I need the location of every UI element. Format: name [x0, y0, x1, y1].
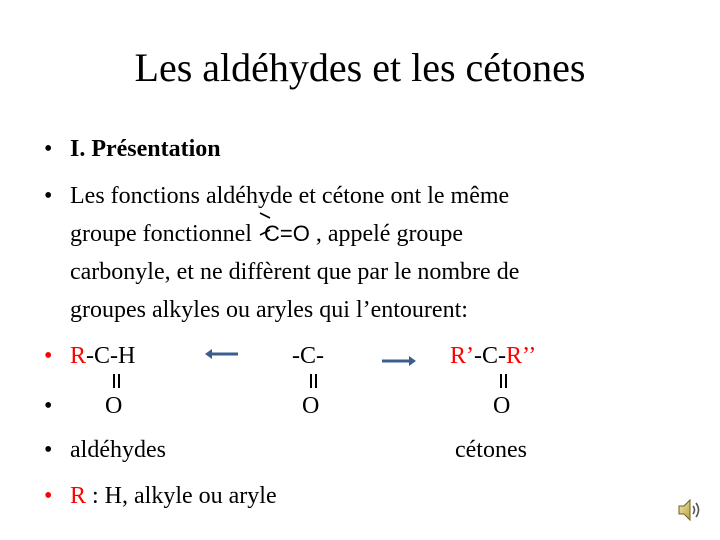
r-symbol: R	[70, 483, 87, 509]
double-bond-mid-b	[315, 374, 317, 388]
aldehyde-formula	[70, 340, 135, 372]
arrow-right-icon	[382, 354, 416, 368]
bullet: •	[44, 343, 53, 369]
oxygen-ketone: O	[493, 393, 511, 419]
slide-title: Les aldéhydes et les cétones	[134, 45, 586, 90]
aldehyde-rest: -C-H	[86, 343, 136, 369]
bullet: •	[44, 136, 53, 162]
double-bond-right-b	[505, 374, 507, 388]
bullet: •	[44, 393, 53, 419]
r-definition	[70, 480, 277, 512]
double-bond-mid-a	[310, 374, 312, 388]
ketone-mid: -C-	[474, 343, 506, 369]
ketone-formula	[450, 340, 536, 372]
ketone-r2: R’’	[506, 343, 537, 369]
aldehyde-r: R	[70, 343, 87, 369]
double-bond-right-a	[500, 374, 502, 388]
paragraph-line-3: carbonyle, et ne diffèrent que par le nombre de	[70, 259, 520, 285]
bullet: •	[44, 437, 53, 463]
arrow-left-icon	[205, 347, 239, 361]
middle-formula: -C-	[292, 343, 324, 369]
paragraph-line-1: Les fonctions aldéhyde et cétone ont le même	[70, 183, 510, 209]
ketone-r1: R’	[450, 343, 474, 369]
paragraph-line-2-end: , appelé groupe	[315, 221, 464, 247]
oxygen-aldehyde: O	[105, 393, 123, 419]
bullet: •	[44, 183, 53, 209]
label-cetones: cétones	[455, 437, 527, 463]
carbonyl-group	[264, 218, 310, 250]
label-aldehydes: aldéhydes	[70, 437, 166, 463]
r-definition-text: : H, alkyle ou aryle	[86, 483, 277, 509]
bullet: •	[44, 483, 53, 509]
carbonyl-formula: C=O	[263, 221, 310, 246]
paragraph-line-2	[70, 218, 463, 250]
paragraph-line-2-start: groupe fonctionnel	[70, 221, 252, 247]
double-bond-left-a	[113, 374, 115, 388]
oxygen-middle: O	[302, 393, 320, 419]
paragraph-line-4: groupes alkyles ou aryles qui l’entourent:	[70, 297, 468, 323]
speaker-icon[interactable]	[676, 496, 704, 524]
double-bond-left-b	[118, 374, 120, 388]
carbonyl-bonds-icon	[258, 209, 280, 239]
section-heading: I. Présentation	[70, 136, 221, 162]
